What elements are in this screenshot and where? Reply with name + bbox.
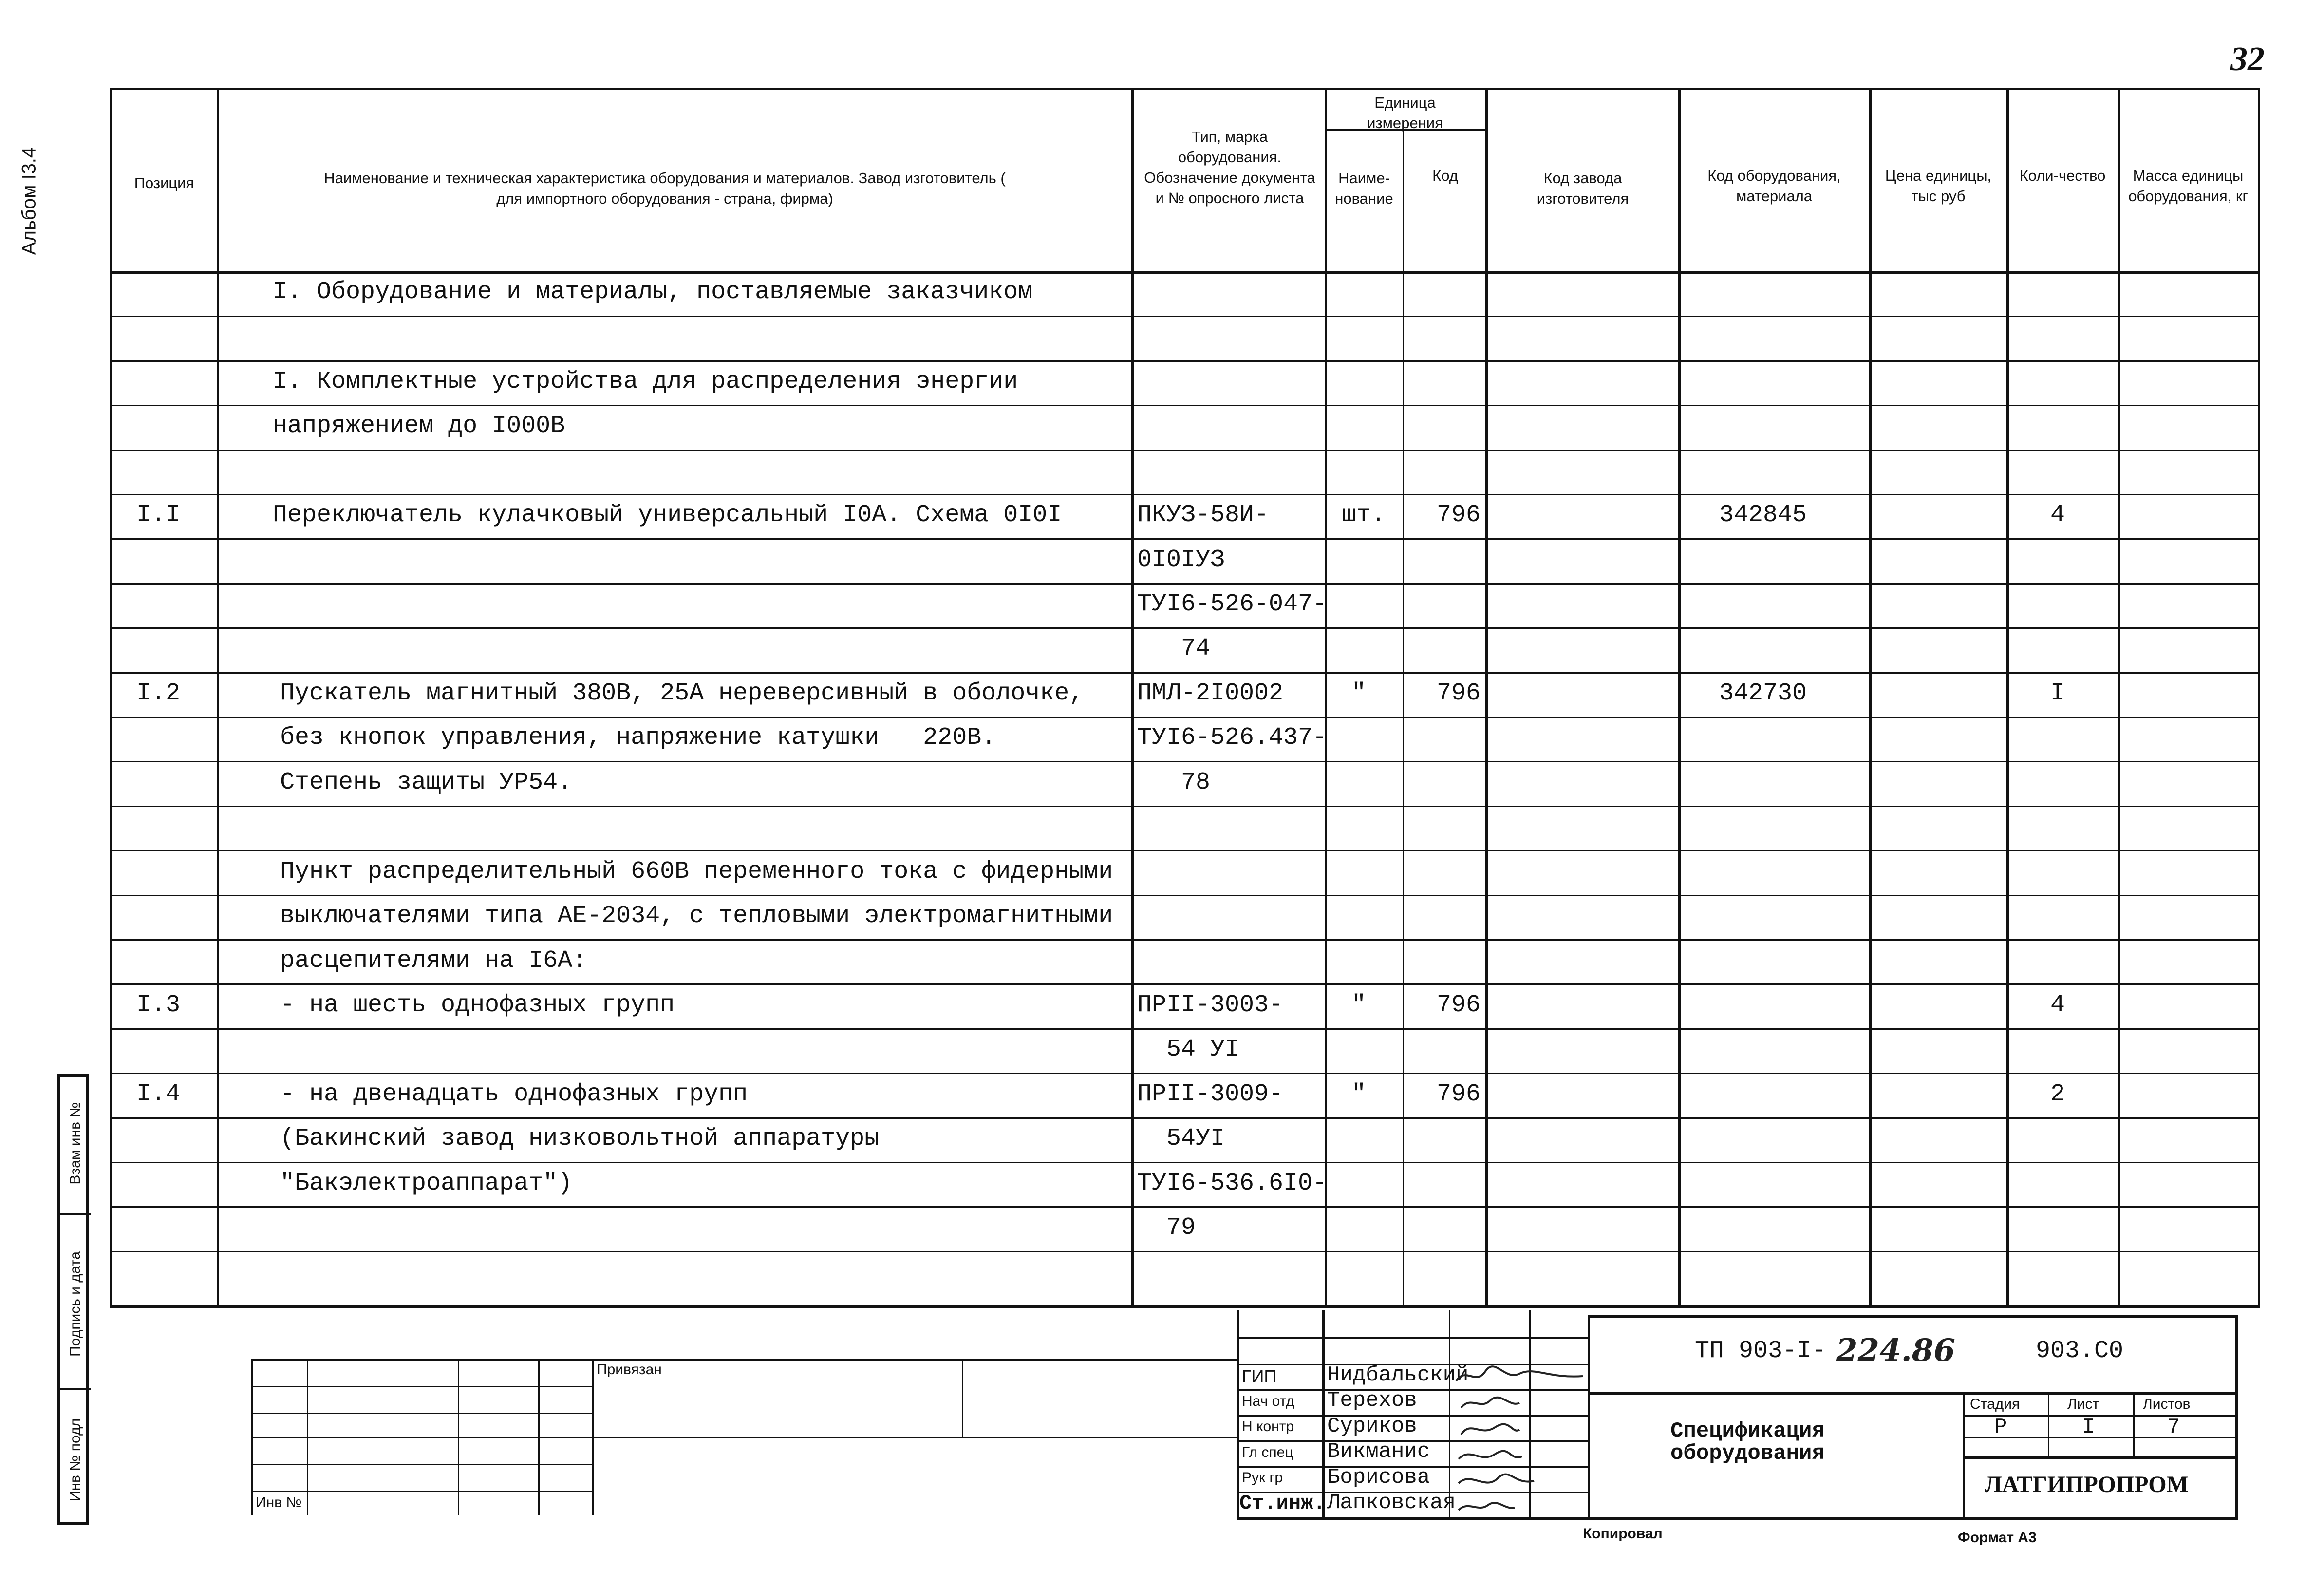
header-price: Цена единицы, тыс руб [1885, 167, 1992, 205]
cell-qty: 2 [2050, 1080, 2065, 1108]
doc-title: Спецификация оборудования [1670, 1419, 1825, 1466]
sheets-value: 7 [2167, 1415, 2180, 1439]
cell-type: ПРII-3009- [1137, 1080, 1284, 1108]
cell-type: 54УI [1137, 1125, 1225, 1153]
cell-name: Пускатель магнитный 380В, 25А нереверсивный в оболочке, [280, 680, 1084, 707]
sheet-value: I [2082, 1415, 2095, 1439]
header-unit-name: Наиме-нование [1335, 170, 1393, 207]
cell-qty: 4 [2050, 991, 2065, 1019]
cell-code: 796 [1437, 991, 1481, 1019]
cell-name: напряжением до I000В [273, 412, 565, 440]
cell-code: 796 [1437, 501, 1481, 529]
cell-name: - на двенадцать однофазных групп [280, 1080, 748, 1108]
copied-label: Копировал [1583, 1526, 1663, 1542]
cell-type: ПКУЗ-58И- [1137, 501, 1269, 529]
name-nach-otd: Терехов [1327, 1388, 1417, 1413]
cell-equip: 342730 [1719, 680, 1807, 707]
cell-type: ПРII-3003- [1137, 991, 1284, 1019]
cell-code: 796 [1437, 680, 1481, 707]
role-nach-otd: Нач отд [1242, 1393, 1294, 1409]
privyazan-label: Привязан [597, 1361, 662, 1378]
cell-name: - на шесть однофазных групп [280, 991, 675, 1019]
cell-name: (Бакинский завод низковольтной аппаратуры [280, 1125, 880, 1153]
cell-type: ТУI6-526-047- [1137, 590, 1328, 618]
cell-type: ПМЛ-2I0002 [1137, 680, 1284, 707]
cell-type: ТУI6-536.6I0- [1137, 1170, 1328, 1197]
name-st-inzh: Лапковская [1327, 1491, 1456, 1515]
cell-name: расцепителями на I6А: [280, 947, 587, 975]
cell-pos: I.3 [136, 991, 181, 1019]
header-position: Позиция [134, 174, 194, 191]
cell-name: выключателями типа АЕ-2034, с тепловыми электромагнитными [280, 902, 1113, 930]
stamp-vzam-inv: Взам инв № [67, 1102, 83, 1185]
cell-name: I. Оборудование и материалы, поставляемые заказчиком [273, 278, 1033, 306]
doc-code-handwritten: 224.86 [1836, 1332, 1955, 1369]
header-equip-code: Код оборудования, материала [1707, 167, 1841, 205]
name-ruk-gr: Борисова [1327, 1465, 1430, 1490]
role-gl-spec: Гл спец [1242, 1444, 1293, 1460]
side-stamp-strip [57, 1074, 89, 1525]
header-unit-code: Код [1432, 167, 1458, 184]
header-type: Тип, марка оборудования. Обозначение документа и № опросного листа [1144, 128, 1315, 207]
cell-type: 78 [1137, 769, 1211, 796]
role-n-kontr: Н контр [1242, 1418, 1294, 1435]
page-number: 32 [2230, 40, 2265, 78]
cell-unit: " [1351, 680, 1367, 707]
cell-type: 74 [1137, 635, 1211, 662]
stage-label: Стадия [1970, 1396, 2020, 1412]
role-gip: ГИП [1242, 1366, 1277, 1386]
stamp-inv-podl: Инв № подл [67, 1418, 83, 1502]
name-n-kontr: Суриков [1327, 1414, 1417, 1438]
role-ruk-gr: Рук гр [1242, 1470, 1283, 1486]
cell-pos: I.2 [136, 680, 181, 707]
name-gip: Нидбальский [1327, 1363, 1469, 1387]
stage-value: Р [1994, 1415, 2007, 1439]
signature-scribbles [1451, 1361, 1593, 1517]
stamp-podpis-data: Подпись и дата [67, 1251, 83, 1357]
cell-code: 796 [1437, 1080, 1481, 1108]
cell-name: Пункт распределительный 660В переменного тока с фидерными [280, 858, 1113, 886]
cell-name: Переключатель кулачковый универсальный I0А. Схема 0I0I [273, 501, 1062, 529]
cell-equip: 342845 [1719, 501, 1807, 529]
cell-name: без кнопок управления, напряжение катушки 220В. [280, 724, 996, 752]
header-name: Наименование и техническая характеристика оборудования и материалов. Завод изготовитель ( для импортного оборудования - страна, фирма) [324, 170, 1006, 207]
format-label: Формат А3 [1958, 1530, 2037, 1546]
name-gl-spec: Викманис [1327, 1439, 1430, 1464]
cell-name: I. Комплектные устройства для распределения энергии [273, 368, 1018, 396]
cell-qty: 4 [2050, 501, 2065, 529]
cell-type: 0I0IУЗ [1137, 546, 1225, 574]
cell-name: Степень защиты УР54. [280, 769, 573, 796]
sheet-label: Лист [2067, 1396, 2099, 1412]
cell-unit: шт. [1342, 501, 1386, 529]
role-st-inzh: Ст.инж. [1239, 1492, 1326, 1515]
header-plant-code: Код завода изготовителя [1537, 170, 1629, 207]
sheets-label: Листов [2143, 1396, 2191, 1412]
inv-no-label: Инв № [256, 1494, 302, 1511]
header-mass: Масса единицы оборудования, кг [2128, 167, 2248, 205]
cell-unit: " [1351, 991, 1367, 1019]
org-name: ЛАТГИПРОПРОМ [1985, 1472, 2189, 1497]
cell-pos: I.I [136, 501, 181, 529]
doc-code: ТП 903-I- [1695, 1337, 1827, 1365]
album-label: Альбом I3.4 [18, 147, 40, 255]
cell-pos: I.4 [136, 1080, 181, 1108]
cell-type: 54 УI [1137, 1036, 1240, 1063]
cell-qty: I [2050, 680, 2065, 707]
cell-type: 79 [1137, 1214, 1196, 1242]
doc-suffix: 903.С0 [2036, 1337, 2124, 1365]
header-unit-group: Единица измерения [1367, 94, 1443, 132]
cell-unit: " [1351, 1080, 1367, 1108]
cell-name: "Бакэлектроаппарат") [280, 1170, 573, 1197]
header-qty: Коли-чество [2019, 167, 2106, 184]
cell-type: ТУI6-526.437- [1137, 724, 1328, 752]
